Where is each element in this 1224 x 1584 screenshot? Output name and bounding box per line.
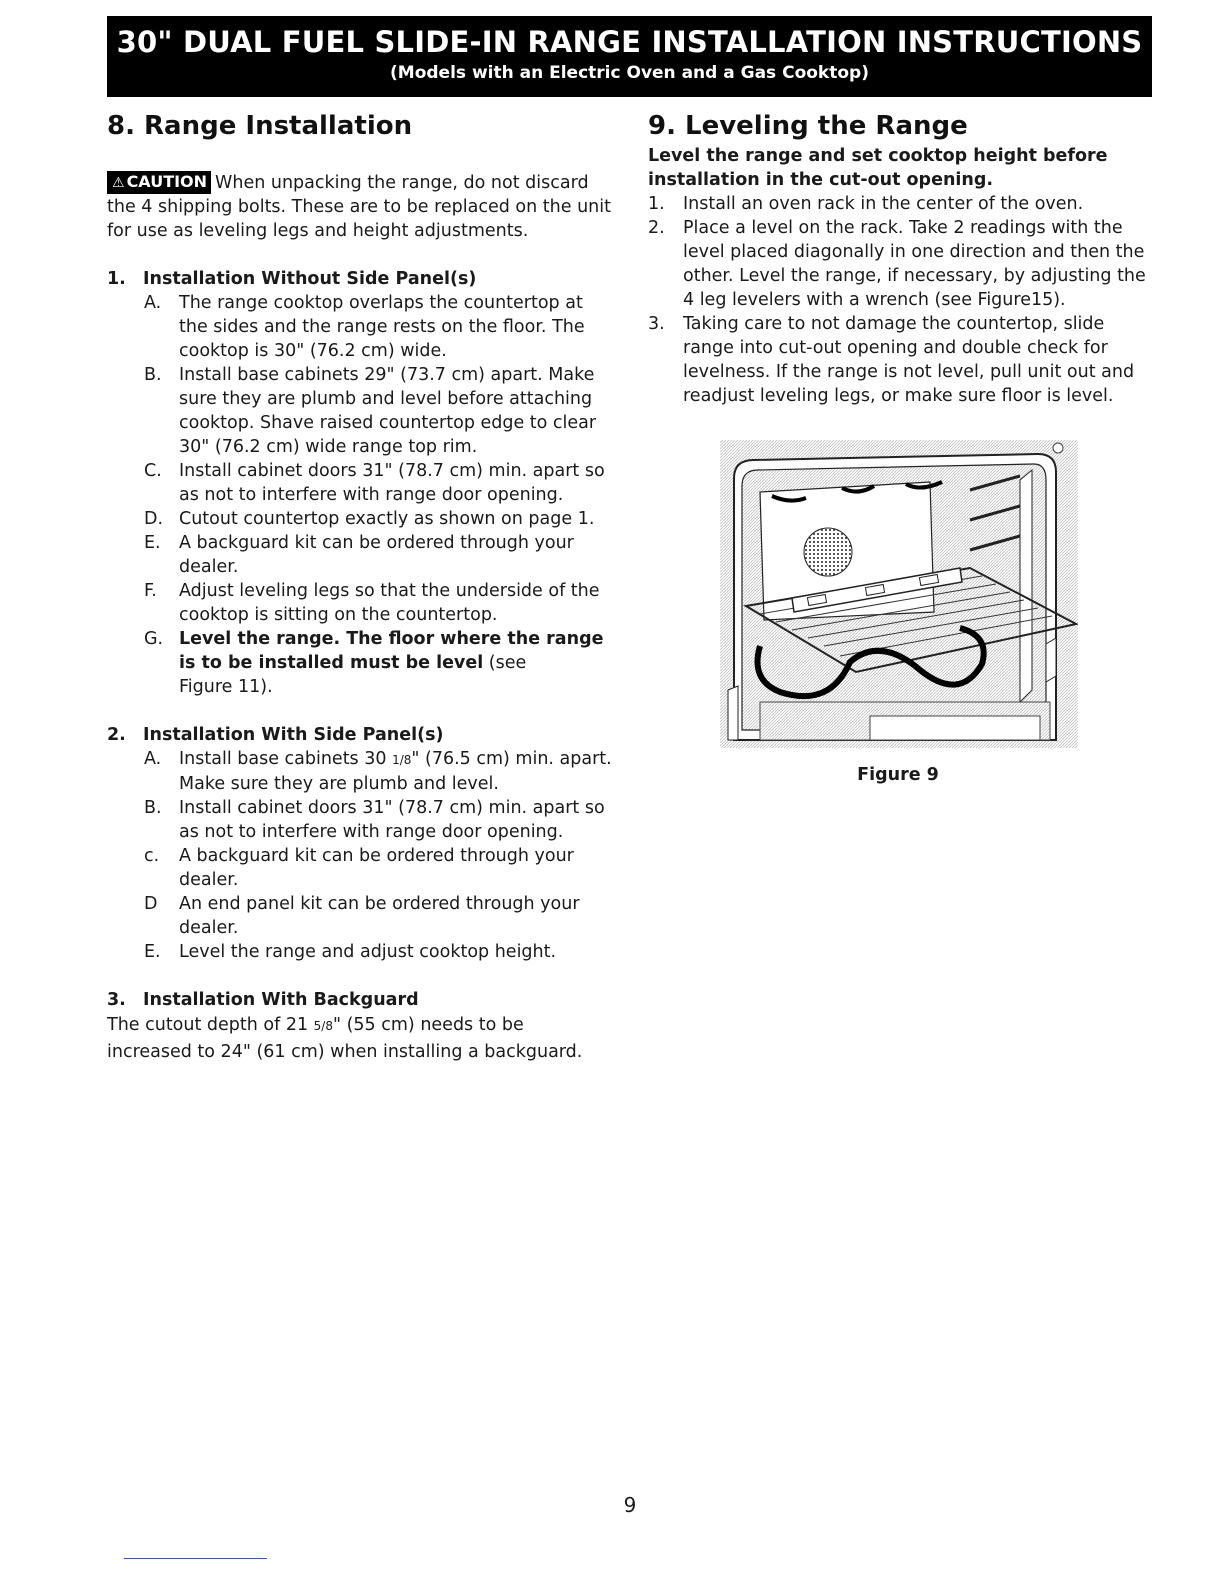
list-item bbox=[107, 892, 612, 940]
list-text: The range cooktop overlaps the countertop at the sides and the range rests on the floor. The cooktop is 30" (76.2 cm) wide. bbox=[179, 293, 585, 361]
list-letter: B. bbox=[144, 798, 162, 818]
list-letter: G. bbox=[144, 629, 164, 649]
list-text: Install cabinet doors 31" (78.7 cm) min. apart so as not to interfere with range door opening. bbox=[179, 798, 605, 842]
list-letter: E. bbox=[144, 533, 161, 553]
subsection-title-3 bbox=[107, 988, 612, 1012]
leveling-steps bbox=[648, 192, 1158, 408]
backguard-paragraph bbox=[107, 1012, 612, 1065]
list-text: Place a level on the rack. Take 2 readings with the level placed diagonally in one direction and then the other. Level the range, if necessary, by adjusting the 4 leg levelers with a wrench (see Figure15). bbox=[683, 218, 1146, 310]
section1-list bbox=[107, 291, 612, 699]
caution-label: CAUTION bbox=[126, 172, 208, 191]
list-text: Taking care to not damage the countertop, slide range into cut-out opening and double check for levelness. If the range is not level, pull unit out and readjust leveling legs, or make sure floor is level. bbox=[683, 314, 1135, 406]
warning-triangle-icon: ⚠ bbox=[112, 175, 125, 191]
list-item bbox=[107, 940, 612, 964]
list-number: 3. bbox=[648, 314, 665, 334]
subsection-title-text: Installation With Side Panel(s) bbox=[143, 725, 444, 745]
list-letter: C. bbox=[144, 461, 162, 481]
subsection-number: 2. bbox=[107, 725, 126, 745]
list-item bbox=[648, 312, 1158, 408]
list-number: 1. bbox=[648, 194, 665, 214]
list-letter: c. bbox=[144, 846, 160, 866]
list-text: Figure 11). bbox=[179, 677, 273, 697]
list-item bbox=[107, 796, 612, 844]
fraction: 1/8 bbox=[392, 753, 412, 767]
section-heading-leveling: 9. Leveling the Range bbox=[648, 111, 968, 141]
subsection-title-1 bbox=[107, 267, 612, 291]
list-text: A backguard kit can be ordered through your dealer. bbox=[179, 846, 574, 890]
list-item bbox=[107, 747, 612, 796]
subsection-number: 3. bbox=[107, 990, 126, 1010]
list-item bbox=[107, 291, 612, 363]
list-text-bold: Level the range. The floor where the range is to be installed must be level bbox=[179, 629, 604, 673]
subsection-title-text: Installation With Backguard bbox=[143, 990, 419, 1010]
section-heading-range-installation: 8. Range Installation bbox=[107, 111, 413, 141]
list-text: " (76.5 cm) min. apart. Make sure they are plumb and level. bbox=[179, 749, 612, 794]
list-text: An end panel kit can be ordered through your dealer. bbox=[179, 894, 580, 938]
page-number: 9 bbox=[623, 1493, 637, 1517]
list-text: Install cabinet doors 31" (78.7 cm) min. apart so as not to interfere with range door opening. bbox=[179, 461, 605, 505]
list-text: A backguard kit can be ordered through your dealer. bbox=[179, 533, 574, 577]
document-title: 30" DUAL FUEL SLIDE-IN RANGE INSTALLATION INSTRUCTIONS bbox=[116, 25, 1143, 59]
subsection-title-2 bbox=[107, 723, 612, 747]
paragraph-text: The cutout depth of 21 bbox=[107, 1015, 314, 1035]
list-text: Install an oven rack in the center of the oven. bbox=[683, 194, 1084, 214]
document-subtitle: (Models with an Electric Oven and a Gas Cooktop) bbox=[390, 63, 869, 83]
list-item bbox=[107, 363, 612, 459]
section2-list bbox=[107, 747, 612, 964]
list-item bbox=[648, 192, 1158, 216]
list-text: Adjust leveling legs so that the underside of the cooktop is sitting on the countertop. bbox=[179, 581, 600, 625]
list-item bbox=[107, 579, 612, 627]
right-column bbox=[648, 108, 1158, 408]
caution-badge bbox=[107, 171, 211, 194]
list-letter: D. bbox=[144, 509, 164, 529]
subsection-number: 1. bbox=[107, 269, 126, 289]
caution-text: When unpacking the range, do not discard the 4 shipping bolts. These are to be replaced on the unit for use as leveling legs and height adjustments. bbox=[107, 173, 611, 241]
list-item bbox=[107, 507, 612, 531]
list-letter: E. bbox=[144, 942, 161, 962]
list-letter: A. bbox=[144, 749, 162, 769]
figure-caption: Figure 9 bbox=[857, 765, 939, 785]
left-column bbox=[107, 108, 612, 1065]
fraction: 5/8 bbox=[313, 1019, 333, 1033]
leveling-intro: Level the range and set cooktop height before installation in the cut-out opening. bbox=[648, 146, 1108, 190]
list-number: 2. bbox=[648, 218, 665, 238]
list-text: Level the range and adjust cooktop height. bbox=[179, 942, 557, 962]
paragraph-text: " (55 cm) needs to be increased to 24" (61 cm) when installing a backguard. bbox=[107, 1015, 583, 1062]
list-item bbox=[107, 627, 612, 699]
page-banner bbox=[107, 16, 1152, 97]
list-text: Install base cabinets 30 bbox=[179, 749, 393, 769]
list-text: (see bbox=[483, 653, 527, 673]
list-text: Install base cabinets 29" (73.7 cm) apart. Make sure they are plumb and level before attaching cooktop. Shave raised countertop edge to clear 30" (76.2 cm) wide range top rim. bbox=[179, 365, 597, 457]
footer-rule bbox=[124, 1558, 267, 1559]
list-item bbox=[648, 216, 1158, 312]
list-letter: B. bbox=[144, 365, 162, 385]
list-item bbox=[107, 844, 612, 892]
caution-paragraph bbox=[107, 171, 612, 243]
oven-rack-level-illustration bbox=[720, 440, 1078, 748]
list-letter: A. bbox=[144, 293, 162, 313]
list-text: Cutout countertop exactly as shown on page 1. bbox=[179, 509, 595, 529]
list-item bbox=[107, 459, 612, 507]
list-letter: D bbox=[144, 894, 158, 914]
subsection-title-text: Installation Without Side Panel(s) bbox=[143, 269, 477, 289]
list-letter: F. bbox=[144, 581, 157, 601]
list-item bbox=[107, 531, 612, 579]
